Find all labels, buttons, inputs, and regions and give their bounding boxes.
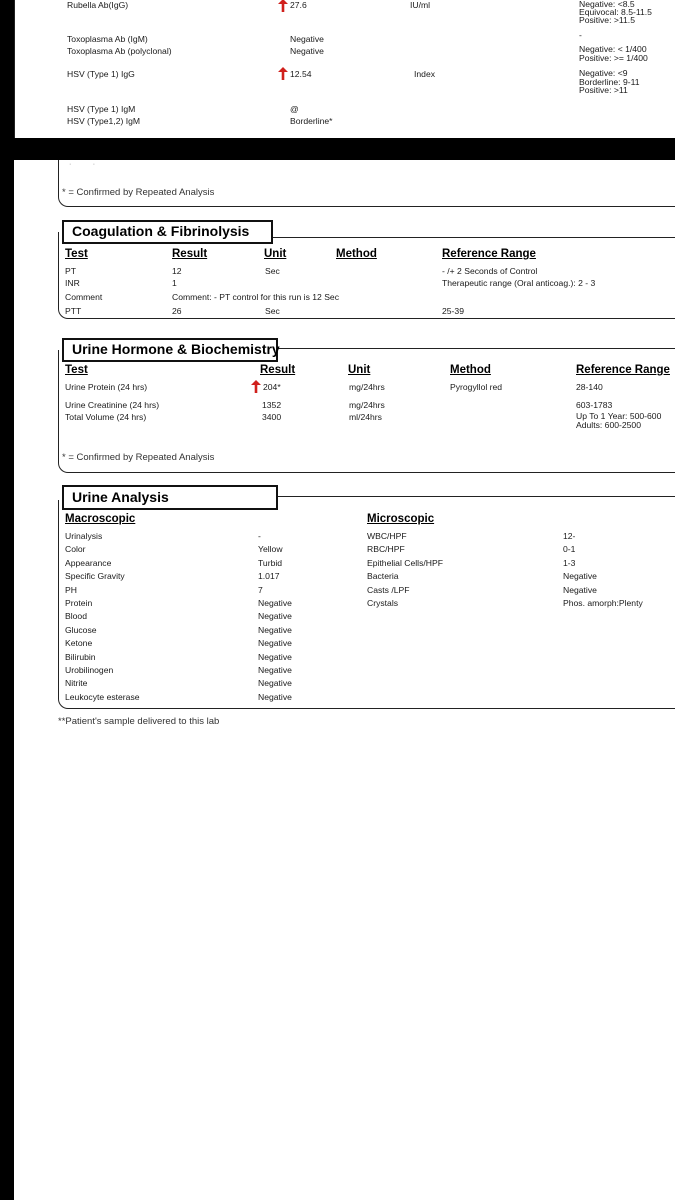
col-header-result: Result [260,364,296,376]
micro-test-result: 1-3 [563,557,576,568]
col-header-method: Method [450,364,491,376]
test-unit: Sec [265,266,280,276]
test-result: 204* [263,382,281,392]
macro-test-result: - [258,531,261,541]
test-unit: ml/24hrs [349,412,382,422]
reference-range: 603-1783 [576,400,613,410]
macro-test-name: Glucose [65,624,97,635]
confirmed-note: * = Confirmed by Repeated Analysis [62,187,215,198]
test-result: 27.6 [290,0,307,10]
test-name: HSV (Type1,2) IgM [67,116,141,126]
col-header-reference: Reference Range [442,248,536,260]
macro-test-name: Appearance [65,557,112,568]
macroscopic-header: Macroscopic [65,513,136,525]
reference-range: - /+ 2 Seconds of Control [442,266,538,276]
macro-test-name: Blood [65,611,87,622]
micro-test-result: 12- [563,531,576,541]
micro-test-name: Epithelial Cells/HPF [367,557,443,568]
test-unit: mg/24hrs [349,400,385,410]
macro-test-result: Negative [258,611,292,622]
page-fragment-main: · · * = Confirmed by Repeated Analysis Coagulation & Fibrinolysis Test Result Unit Method Reference Range PT 12 Sec - /+ 2 Seconds of Control INR 1 Therapeutic range (Oral anticoag.): 2 - 3 Comment Comment: - PT control for this run is 12 Sec PTT 26 Sec 25-39 Urine Hormone & Biochemistry Test Result Unit Method Reference Range Urine Protein (24 hrs) 204* mg/24hrs Pyrogyllol red 28-140 Urine Creatinine (24 hrs) 1352 mg/24hrs 603-1783 Total Volume (24 hrs) 3400 ml/24hrs Up To 1 Year: 500-600 Adults: 600-2500 * = Confirmed by Repeated Analysis Urine Analysis Macroscopic Microscopic Urinalysis - Color Yellow Appearance Turbid Specific Gravity 1.017 PH 7 Protein Negative Blood Negative Glucose Negative Ketone Negative Bilirubin Negative Urobilinogen Negative Nitrite Negative Leukocyte esterase Negative WBC/HPF 12- RBC/HPF 0-1 Epithelial Cells/HPF 1-3 Bacteria Negative Casts /LPF Negative Crystals Phos. amorph:Plenty **Patient's sample delivered to this lab [14,160,675,1200]
reference-range: Negative: <9 Borderline: 9-11 Positive: >11 [579,68,640,95]
footer-note: **Patient's sample delivered to this lab [58,716,220,727]
test-result: 26 [172,306,182,316]
macro-test-name: Ketone [65,638,93,649]
col-header-method: Method [336,248,377,260]
coagulation-title: Coagulation & Fibrinolysis [72,223,250,239]
macro-test-name: PH [65,584,77,595]
test-result: 1 [172,278,177,288]
high-flag-arrow-icon [251,380,261,393]
test-name: PT [65,266,76,276]
macro-test-result: Negative [258,665,292,675]
test-unit: Index [414,69,436,79]
col-header-unit: Unit [348,364,371,376]
reference-range: Negative: < 1/400 Positive: >= 1/400 [579,44,648,63]
coagulation-frame [58,232,675,319]
macro-test-name: Protein [65,598,93,608]
reference-range: 28-140 [576,382,603,392]
test-name: Urine Protein (24 hrs) [65,382,148,392]
macro-test-name: Color [65,544,86,555]
test-result: Negative [290,34,324,44]
col-header-reference: Reference Range [576,364,670,376]
test-name: Urine Creatinine (24 hrs) [65,400,160,410]
test-name: Toxoplasma Ab (polyclonal) [67,46,172,56]
macro-test-result: Negative [258,638,292,649]
reference-range: - [579,30,582,40]
micro-test-result: Negative [563,571,597,582]
col-header-test: Test [65,364,88,376]
urine-analysis-title: Urine Analysis [72,489,169,505]
test-name: HSV (Type 1) IgG [67,69,135,79]
macro-test-name: Urobilinogen [65,665,114,675]
test-result: 12.54 [290,69,312,79]
test-name: HSV (Type 1) IgM [67,104,136,114]
test-result: Negative [290,46,324,56]
microscopic-header: Microscopic [367,513,435,525]
macro-test-result: Negative [258,691,292,702]
reference-range: 25-39 [442,306,464,316]
macro-test-name: Specific Gravity [65,571,125,582]
high-flag-arrow-icon [278,0,288,12]
macro-test-result: 1.017 [258,571,280,582]
micro-test-name: Crystals [367,598,399,608]
test-unit: IU/ml [410,0,431,10]
reference-range: Negative: <8.5 Equivocal: 8.5-11.5 Positive: >11.5 [579,0,652,25]
macro-test-result: Negative [258,651,292,662]
micro-test-name: Bacteria [367,571,399,582]
test-result: Comment: - PT control for this run is 12 Sec [172,292,340,302]
test-unit: mg/24hrs [349,382,385,392]
macro-test-result: Negative [258,624,292,635]
test-unit: Sec [265,306,280,316]
test-name: INR [65,278,80,288]
test-result: 3400 [262,412,282,422]
macro-test-result: Turbid [258,557,283,568]
micro-test-name: WBC/HPF [367,531,407,541]
micro-test-name: RBC/HPF [367,544,405,555]
confirmed-note: * = Confirmed by Repeated Analysis [62,452,215,463]
previous-section-frame [58,160,675,207]
test-name: Total Volume (24 hrs) [65,412,147,422]
macro-test-result: 7 [258,584,263,595]
reference-range: Up To 1 Year: 500-600 Adults: 600-2500 [576,411,662,430]
test-name: Toxoplasma Ab (IgM) [67,34,148,44]
micro-test-result: Negative [563,584,597,595]
micro-test-result: 0-1 [563,544,576,555]
reference-range: Therapeutic range (Oral anticoag.): 2 - 3 [442,278,596,288]
page-fragment-top [14,0,675,138]
macro-test-result: Negative [258,678,292,689]
test-name: Comment [65,292,103,302]
col-header-test: Test [65,248,88,260]
col-header-result: Result [172,248,208,260]
test-result: @ [290,104,299,114]
test-method: Pyrogyllol red [450,382,503,392]
macro-test-name: Urinalysis [65,531,103,541]
col-header-unit: Unit [264,248,287,260]
macro-test-name: Bilirubin [65,651,96,662]
test-name: PTT [65,306,82,316]
micro-test-result: Phos. amorph:Plenty [563,598,643,608]
urine-hormone-title: Urine Hormone & Biochemistry [72,341,280,357]
high-flag-arrow-icon [278,67,288,80]
test-result: 1352 [262,400,282,410]
micro-test-name: Casts /LPF [367,584,410,595]
macro-test-name: Nitrite [65,678,88,689]
macro-test-name: Leukocyte esterase [65,691,140,702]
test-result: 12 [172,266,182,276]
macro-test-result: Yellow [258,544,283,555]
macro-test-result: Negative [258,598,292,608]
test-result: Borderline* [290,116,333,126]
test-name: Rubella Ab(IgG) [67,0,129,10]
